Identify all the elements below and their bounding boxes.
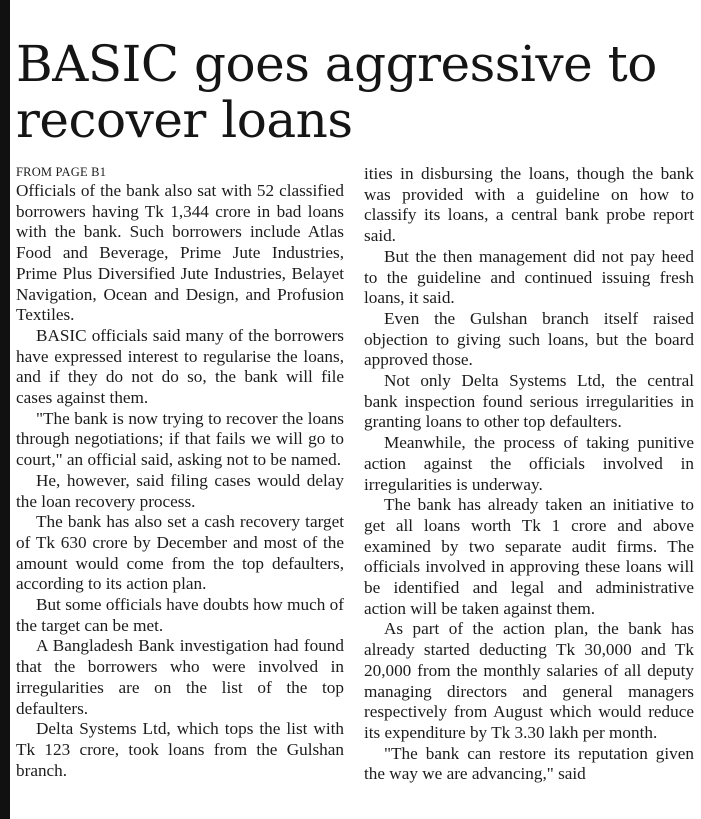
paragraph: Officials of the bank also sat with 52 classified borrowers having Tk 1,344 crore in bad loans with the bank. Such borrowers include Atlas Food and Beverage, Prime Jute Industries, Prime Plus Diversified Jute Industries, Belayet Navigation, Ocean and Design, and Profusion Textiles. [16,181,344,325]
article-column-right [364,164,694,785]
paragraph: But the then management did not pay heed to the guideline and continued issuing fresh loans, it said. [364,246,694,308]
paragraph: Delta Systems Ltd, which tops the list with Tk 123 crore, took loans from the Gulshan branch. [16,719,344,780]
continued-from-label: FROM PAGE B1 [16,165,107,179]
paragraph: "The bank is now trying to recover the loans through negotiations; if that fails we will go to court," an official said, asking not to be named. [16,408,344,470]
paragraph: Not only Delta Systems Ltd, the central bank inspection found serious irregularities in granting loans to other top defaulters. [364,371,694,432]
paragraph: The bank has also set a cash recovery target of Tk 630 crore by December and most of the amount would come from the top defaulters, according to its action plan. [16,512,344,594]
paragraph: "The bank can restore its reputation given the way we are advancing," said [364,743,694,784]
paragraph: Meanwhile, the process of taking punitive action against the officials involved in irregularities is underway. [364,433,694,494]
paragraph: BASIC officials said many of the borrowers have expressed interest to regularise the loans, and if they do not do so, the bank will file cases against them. [16,325,344,408]
paragraph: A Bangladesh Bank investigation had found that the borrowers who were involved in irregularities are on the list of the top defaulters. [16,636,344,718]
page-edge-shadow [0,0,10,819]
headline: BASIC goes aggressive to recover loans [16,35,657,149]
paragraph: Even the Gulshan branch itself raised objection to giving such loans, but the board approved those. [364,308,694,370]
paragraph: As part of the action plan, the bank has already started deducting Tk 30,000 and Tk 20,000 from the monthly salaries of all deputy managing directors and general managers respectively from August which would reduce its expenditure by Tk 3.30 lakh per month. [364,619,694,742]
paragraph: ities in disbursing the loans, though the bank was provided with a guideline on how to classify its loans, a central bank probe report said. [364,164,694,246]
article-column-left [16,164,344,781]
paragraph: He, however, said filing cases would delay the loan recovery process. [16,470,344,511]
paragraph: But some officials have doubts how much of the target can be met. [16,595,344,635]
paragraph: The bank has already taken an initiative to get all loans worth Tk 1 crore and above examined by two separate audit firms. The officials involved in approving these loans will be identified and legal and administrative action will be taken against them. [364,495,694,618]
